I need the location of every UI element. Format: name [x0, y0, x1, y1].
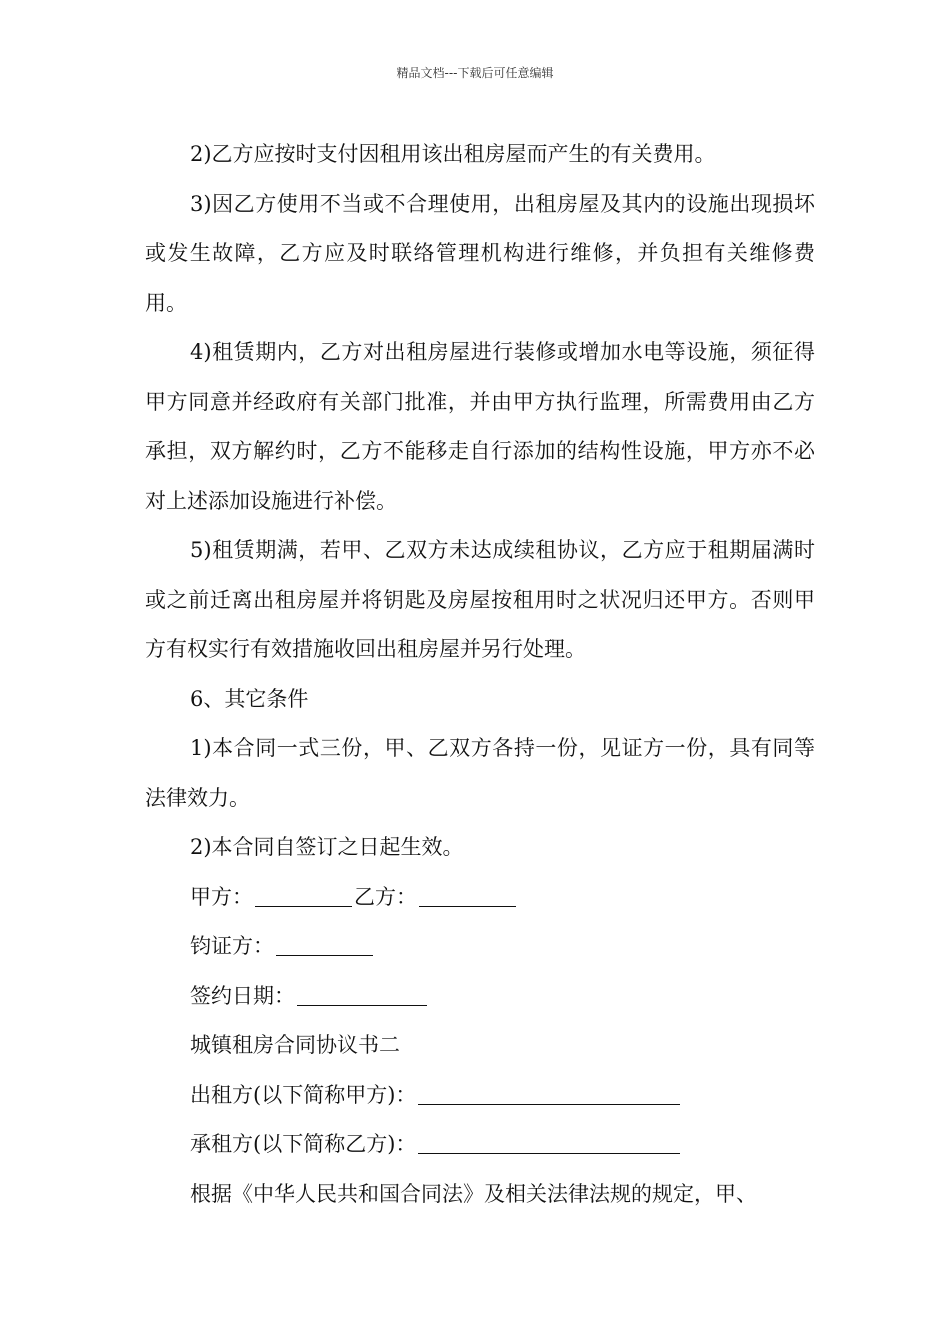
party-a-blank	[255, 905, 352, 907]
lessor-blank	[418, 1103, 680, 1105]
contract-2-intro: 根据《中华人民共和国合同法》及相关法律法规的规定，甲、	[190, 1181, 757, 1206]
sign-date-label: 签约日期：	[190, 983, 295, 1008]
party-b-label: 乙方：	[354, 884, 417, 909]
lessor-line	[145, 1071, 815, 1121]
party-b-blank	[419, 905, 516, 907]
lessor-label: 出租方(以下简称甲方)：	[190, 1082, 417, 1107]
lessee-blank	[418, 1152, 680, 1154]
clause-4-renovation: 4)租赁期内，乙方对出租房屋进行装修或增加水电等设施，须征得甲方同意并经政府有关部门批准，并由甲方执行监理，所需费用由乙方承担，双方解约时，乙方不能移走自行添加的结构性设施，甲方亦不必对上述添加设施进行补偿。	[145, 340, 815, 513]
sign-date-line	[145, 972, 815, 1022]
page-header: 精品文档---下载后可任意编辑	[396, 66, 554, 80]
lessee-label: 承租方(以下简称乙方)：	[190, 1132, 417, 1156]
document-body	[145, 130, 815, 1219]
lessee-line	[145, 1120, 815, 1170]
signature-parties-line	[145, 873, 815, 923]
witness-label: 钧证方：	[190, 934, 274, 958]
witness-line	[145, 922, 815, 972]
section-6-heading: 6、其它条件	[190, 686, 309, 711]
clause-3-repairs: 3)因乙方使用不当或不合理使用，出租房屋及其内的设施出现损坏或发生故障，乙方应及时联络管理机构进行维修，并负担有关维修费用。	[145, 191, 815, 315]
contract-2-title: 城镇租房合同协议书二	[190, 1033, 400, 1057]
party-a-label: 甲方：	[190, 884, 253, 909]
clause-2-fees: 2)乙方应按时支付因租用该出租房屋而产生的有关费用。	[190, 142, 716, 166]
clause-5-expiry: 5)租赁期满，若甲、乙双方未达成续租协议，乙方应于租期届满时或之前迁离出租房屋并将钥匙及房屋按租用时之状况归还甲方。否则甲方有权实行有效措施收回出租房屋并另行处理。	[145, 538, 815, 661]
witness-blank	[276, 954, 373, 956]
sign-date-blank	[297, 1004, 427, 1006]
other-clause-2-effective: 2)本合同自签订之日起生效。	[190, 835, 464, 859]
other-clause-1-copies: 1)本合同一式三份，甲、乙双方各持一份，见证方一份，具有同等法律效力。	[145, 736, 815, 810]
